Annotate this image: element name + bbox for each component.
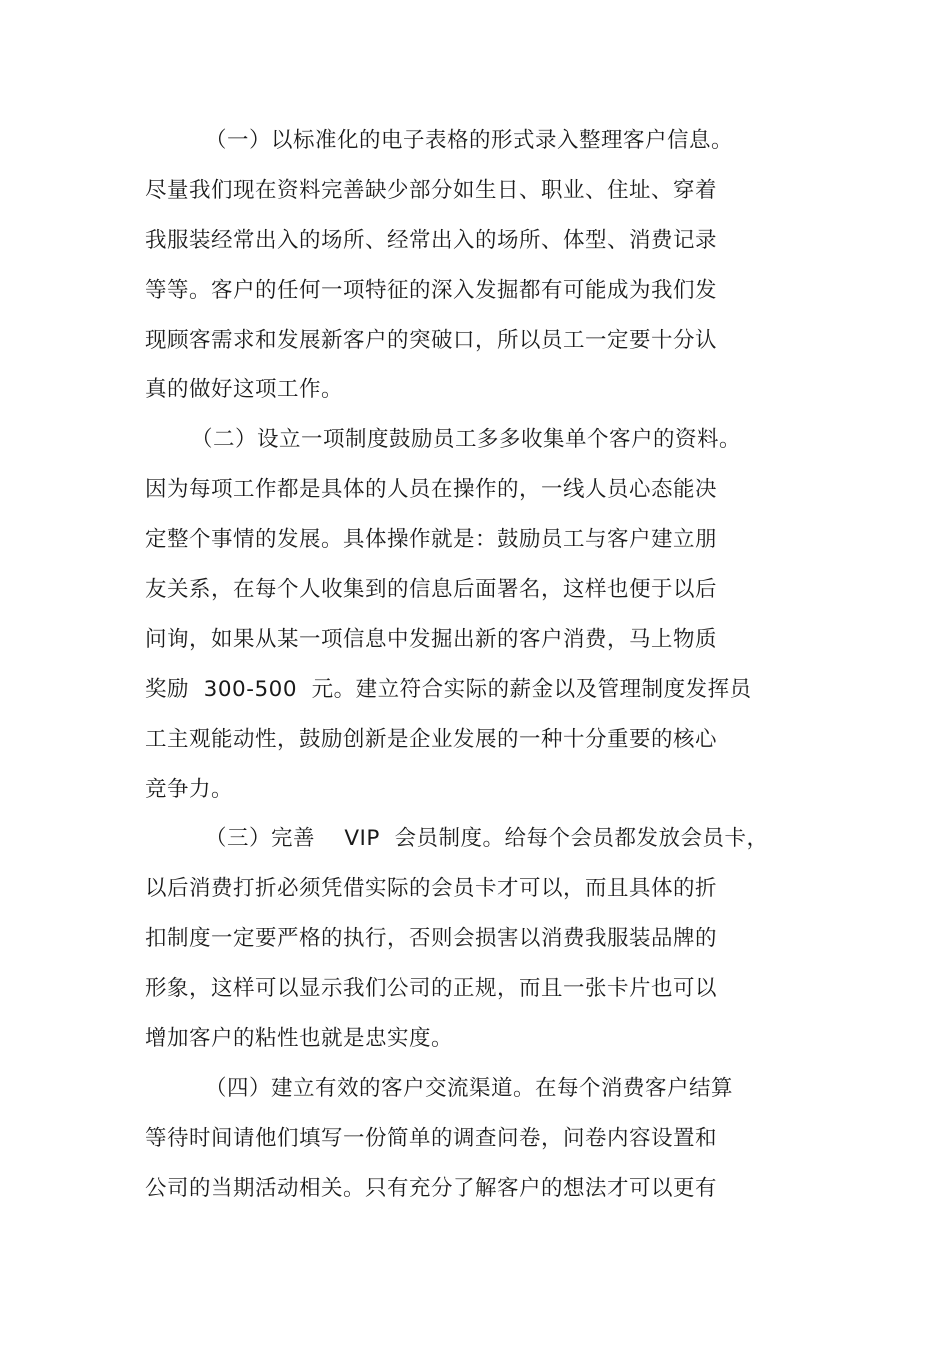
paragraph-2-line-6: 奖励 300-500 元。建立符合实际的薪金以及管理制度发挥员 bbox=[145, 676, 752, 702]
paragraph-3-line-5: 增加客户的粘性也就是忠实度。 bbox=[145, 1026, 454, 1052]
paragraph-2-line-3: 定整个事情的发展。具体操作就是：鼓励员工与客户建立朋 bbox=[145, 527, 718, 553]
paragraph-3-line-2: 以后消费打折必须凭借实际的会员卡才可以，而且具体的折 bbox=[145, 876, 718, 902]
paragraph-1-line-4: 等等。客户的任何一项特征的深入发掘都有可能成为我们发 bbox=[145, 277, 718, 303]
paragraph-1-line-2: 尽量我们现在资料完善缺少部分如生日、职业、住址、穿着 bbox=[145, 177, 718, 203]
paragraph-4-line-1: （四）建立有效的客户交流渠道。在每个消费客户结算 bbox=[205, 1075, 734, 1101]
paragraph-3-line-4: 形象，这样可以显示我们公司的正规，而且一张卡片也可以 bbox=[145, 976, 718, 1002]
paragraph-4-line-3: 公司的当期活动相关。只有充分了解客户的想法才可以更有 bbox=[145, 1175, 718, 1201]
paragraph-2-line-8: 竞争力。 bbox=[145, 776, 234, 802]
paragraph-2-line-7: 工主观能动性，鼓励创新是企业发展的一种十分重要的核心 bbox=[145, 726, 718, 752]
paragraph-1-line-1: （一）以标准化的电子表格的形式录入整理客户信息。 bbox=[205, 128, 734, 153]
paragraph-1-line-5: 现顾客需求和发展新客户的突破口，所以员工一定要十分认 bbox=[145, 327, 718, 353]
paragraph-2-line-2: 因为每项工作都是具体的人员在操作的，一线人员心态能决 bbox=[145, 477, 718, 503]
body-text bbox=[145, 116, 769, 1214]
paragraph-3-line-1: （三）完善 VIP 会员制度。给每个会员都发放会员卡， bbox=[205, 826, 769, 852]
paragraph-2-line-5: 问询，如果从某一项信息中发掘出新的客户消费，马上物质 bbox=[145, 626, 718, 652]
paragraph-2-line-4: 友关系，在每个人收集到的信息后面署名，这样也便于以后 bbox=[145, 577, 718, 603]
paragraph-1-line-6: 真的做好这项工作。 bbox=[145, 377, 344, 403]
paragraph-3-line-3: 扣制度一定要严格的执行，否则会损害以消费我服装品牌的 bbox=[145, 926, 718, 952]
paragraph-4-line-2: 等待时间请他们填写一份简单的调查问卷，问卷内容设置和 bbox=[145, 1125, 718, 1151]
paragraph-2-line-1: （二）设立一项制度鼓励员工多多收集单个客户的资料。 bbox=[191, 427, 742, 453]
paragraph-1-line-3: 我服装经常出入的场所、经常出入的场所、体型、消费记录 bbox=[145, 227, 718, 253]
